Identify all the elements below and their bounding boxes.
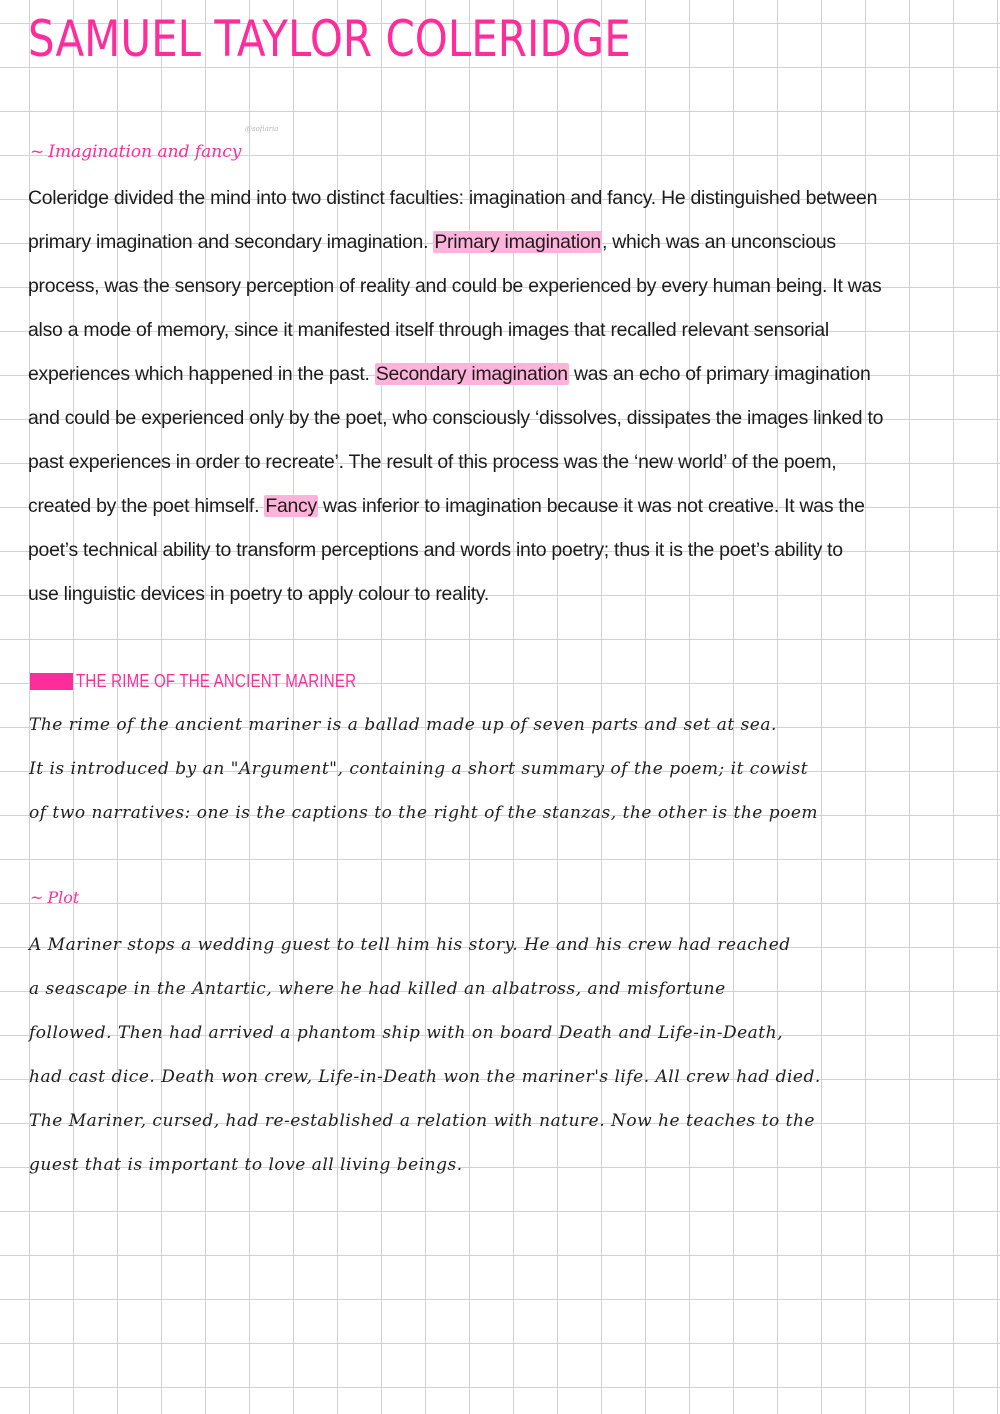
text-segment: was an echo of primary imagination (568, 363, 871, 385)
text-segment: poet’s technical ability to transform perceptions and words into poetry; thus it is the poet’s ability to (28, 539, 843, 561)
handwritten-line: The Mariner, cursed, had re-established a relation with nature. Now he teaches to the (29, 1111, 815, 1131)
highlighted-term: Fancy (265, 495, 317, 517)
handwritten-line: It is introduced by an "Argument", containing a short summary of the poem; it cowist (29, 759, 809, 779)
handwritten-line: of two narratives: one is the captions to the right of the stanzas, the other is the poem (29, 803, 819, 823)
plot-paragraph (29, 931, 1000, 1195)
text-segment: Coleridge divided the mind into two distinct faculties: imagination and fancy. He distinguished between (28, 187, 878, 209)
section-heading-mariner (30, 671, 410, 691)
text-line (28, 315, 1000, 359)
handwritten-line: A Mariner stops a wedding guest to tell him his story. He and his crew had reached (29, 935, 791, 955)
text-line (28, 535, 1000, 579)
mariner-intro-paragraph (29, 711, 1000, 843)
text-segment: process, was the sensory perception of reality and could be experienced by every human being. It was (28, 275, 882, 297)
text-line (28, 271, 1000, 315)
tilde-mark: ~ (30, 888, 44, 907)
text-line (28, 579, 1000, 623)
text-segment: past experiences in order to recreate’. The result of this process was the ‘new world’ of the poem, (28, 451, 837, 473)
section-heading-label: Imagination and fancy (48, 142, 242, 162)
author-signature: @sofiaria (245, 125, 279, 133)
text-segment: primary imagination and secondary imagination. (28, 231, 434, 253)
text-line (28, 447, 1000, 491)
text-segment: was inferior to imagination because it was not creative. It was the (317, 495, 865, 517)
tilde-mark: ~ (30, 142, 45, 162)
text-line (28, 491, 1000, 535)
section-heading-label: THE RIME OF THE ANCIENT MARINER (76, 670, 357, 691)
text-segment: created by the poet himself. (28, 495, 265, 517)
handwritten-line: had cast dice. Death won crew, Life-in-Death won the mariner's life. All crew had died. (29, 1067, 821, 1087)
text-line (28, 227, 1000, 271)
handwritten-line: followed. Then had arrived a phantom ship with on board Death and Life-in-Death, (29, 1023, 783, 1043)
text-segment: experiences which happened in the past. (28, 363, 375, 385)
text-line (28, 403, 1000, 447)
text-segment: use linguistic devices in poetry to apply colour to reality. (28, 583, 490, 605)
text-line (28, 359, 1000, 403)
handwritten-line: guest that is important to love all living beings. (29, 1155, 463, 1175)
handwritten-line: The rime of the ancient mariner is a ballad made up of seven parts and set at sea. (29, 715, 777, 735)
highlighted-term: Secondary imagination (375, 363, 568, 385)
highlighted-term: Primary imagination (434, 231, 601, 253)
text-line (28, 183, 1000, 227)
text-segment: also a mode of memory, since it manifested itself through images that recalled relevant sensorial (28, 319, 829, 341)
handwritten-line: a seascape in the Antartic, where he had killed an albatross, and misfortune (29, 979, 726, 999)
imagination-paragraph (28, 183, 1000, 623)
text-segment: and could be experienced only by the poet, who consciously ‘dissolves, dissipates the images linked to (28, 407, 884, 429)
section-heading-plot (30, 888, 79, 907)
page-title: SAMUEL TAYLOR COLERIDGE (28, 10, 631, 68)
text-segment: , which was an unconscious (601, 231, 836, 253)
heading-marker-bar (30, 673, 73, 690)
section-heading-imagination (30, 142, 241, 162)
section-heading-label: Plot (47, 888, 80, 907)
